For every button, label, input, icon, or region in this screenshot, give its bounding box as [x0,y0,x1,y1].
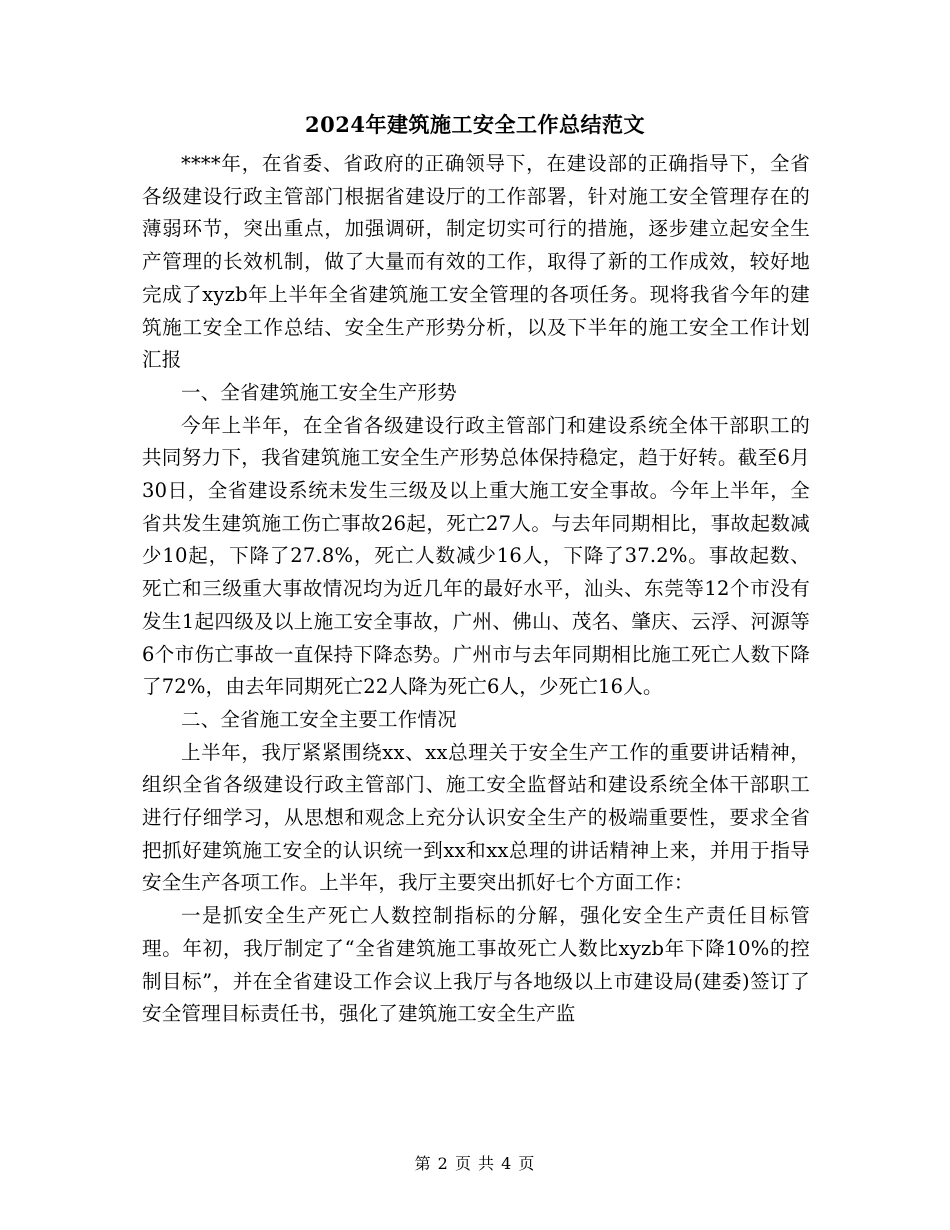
paragraph-safety-situation: 今年上半年，在全省各级建设行政主管部门和建设系统全体干部职工的共同努力下，我省建筑施工安全生产形势总体保持稳定，趋于好转。截至6月30日，全省建设系统未发生三级及以上重大施工安全事故。今年上半年，全省共发生建筑施工伤亡事故26起，死亡27人。与去年同期相比，事故起数减少10起，下降了27.8%，死亡人数减少16人，下降了37.2%。事故起数、死亡和三级重大事故情况均为近几年的最好水平，汕头、东莞等12个市没有发生1起四级及以上施工安全事故，广州、佛山、茂名、肇庆、云浮、河源等6个市伤亡事故一直保持下降态势。广州市与去年同期相比施工死亡人数下降了72%，由去年同期死亡22人降为死亡6人，少死亡16人。 [142,413,810,699]
document-title: 2024年建筑施工安全工作总结范文 [305,112,645,137]
paragraph-point-one: 一是抓安全生产死亡人数控制指标的分解，强化安全生产责任目标管理。年初，我厅制定了“全省建筑施工事故死亡人数比xyzb年下降10%的控制目标”，并在全省建设工作会议上我厅与各地级以上市建设局(建委)签订了安全管理目标责任书，强化了建筑施工安全生产监 [142,904,810,1026]
document-body [142,148,810,1031]
section-heading-2: 二、全省施工安全主要工作情况 [181,707,457,731]
section-heading-1: 一、全省建筑施工安全生产形势 [181,380,457,404]
paragraph-intro: ****年，在省委、省政府的正确领导下，在建设部的正确指导下，全省各级建设行政主管部门根据省建设厅的工作部署，针对施工安全管理存在的薄弱环节，突出重点，加强调研，制定切实可行的措施，逐步建立起安全生产管理的长效机制，做了大量而有效的工作，取得了新的工作成效，较好地完成了xyzb年上半年全省建筑施工安全管理的各项任务。现将我省今年的建筑施工安全工作总结、安全生产形势分析，以及下半年的施工安全工作计划汇报 [142,152,810,372]
page-number-footer: 第 2 页 共 4 页 [414,1154,536,1173]
paragraph-main-work: 上半年，我厅紧紧围绕xx、xx总理关于安全生产工作的重要讲话精神，组织全省各级建设行政主管部门、施工安全监督站和建设系统全体干部职工进行仔细学习，从思想和观念上充分认识安全生产的极端重要性，要求全省把抓好建筑施工安全的认识统一到xx和xx总理的讲话精神上来，并用于指导安全生产各项工作。上半年，我厅主要突出抓好七个方面工作： [142,740,810,895]
